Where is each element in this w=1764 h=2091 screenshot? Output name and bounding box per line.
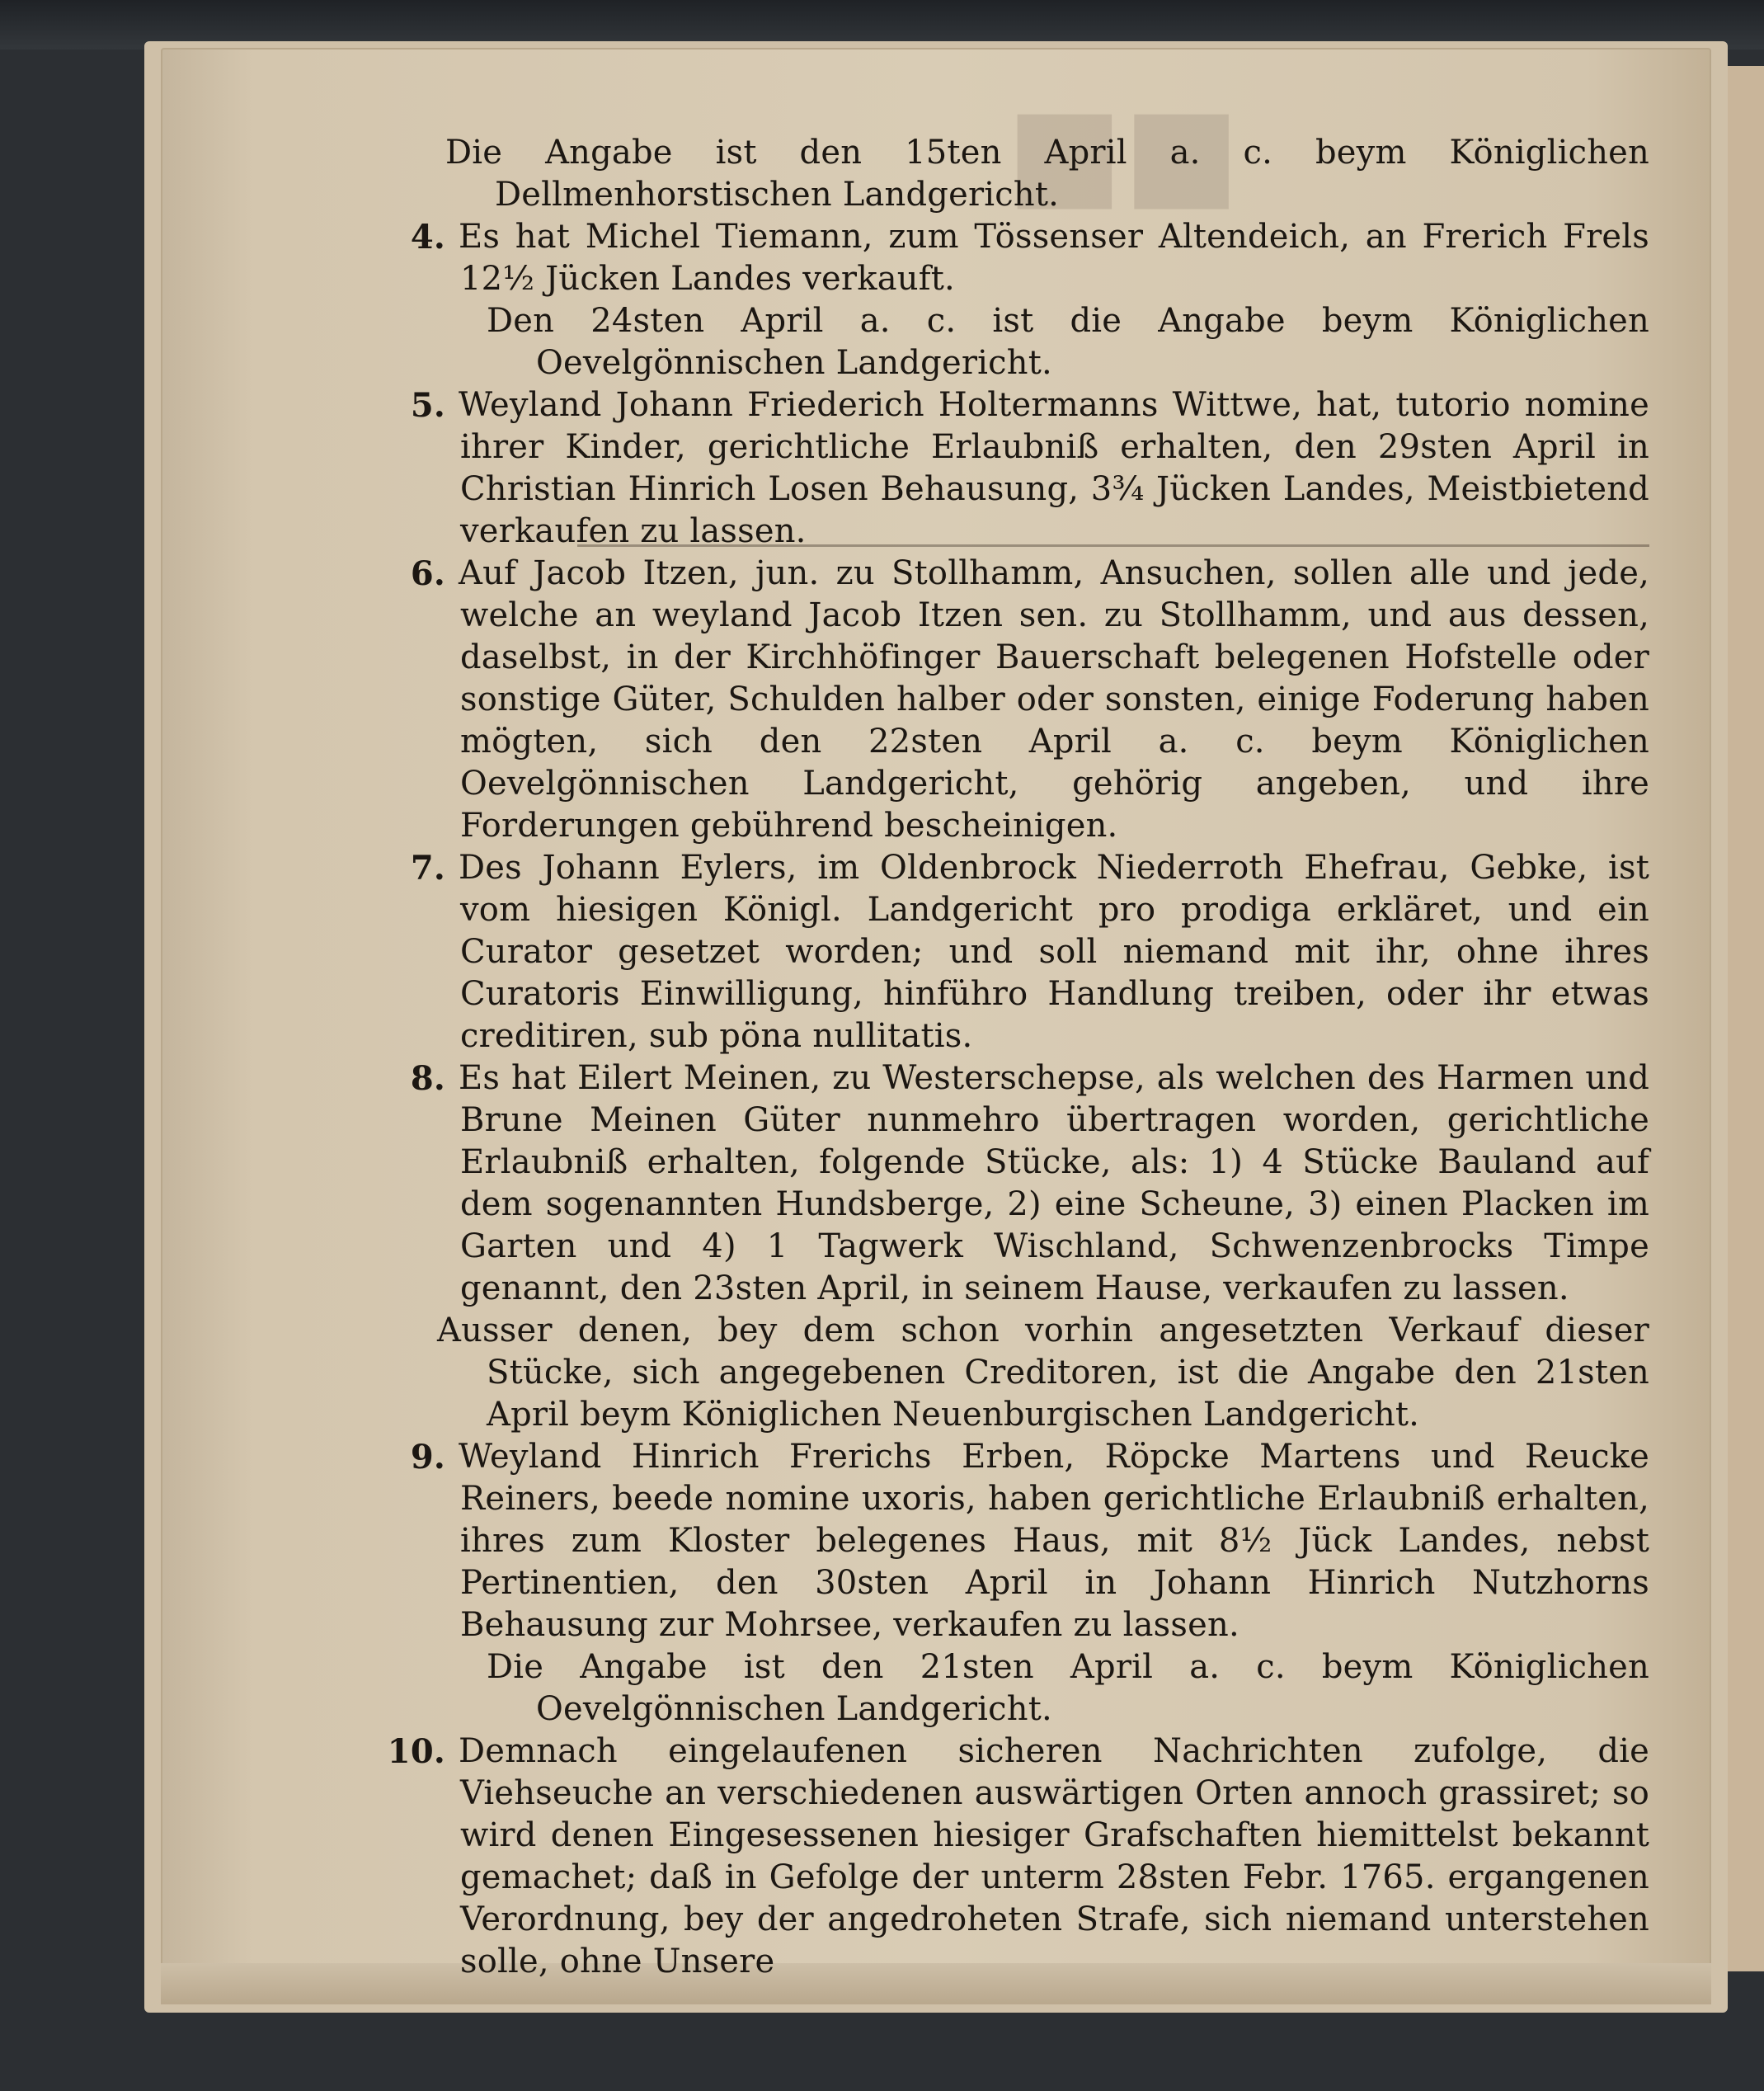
entry-6 xyxy=(410,553,1649,847)
entry-number: 9. xyxy=(410,1438,445,1476)
entry-text: Es hat Eilert Meinen, zu Westerschepse, als welchen des Harmen und Brune Meinen Güter nunmehro übertragen worden, gerichtliche Erlaubniß erhalten, folgende Stücke, als: 1) 4 Stücke Bauland auf dem sogenannten Hundsberge, 2) eine Scheune, 3) einen Placken im Garten und 4) 1 Tagwerk Wischland, Schwenzenbrocks Timpe genannt, den 23sten April, in seinem Hause, verkaufen zu lassen. xyxy=(459,1059,1649,1307)
entry-text: Weyland Hinrich Frerichs Erben, Röpcke Martens und Reucke Reiners, beede nomine uxoris, haben gerichtliche Erlaubniß erhalten, ihres zum Kloster belegenes Haus, mit 8½ Jück Landes, nebst Pertinentien, den 30sten April in Johann Hinrich Nutzhorns Behausung zur Mohrsee, verkaufen zu lassen. xyxy=(459,1438,1649,1644)
entry-5 xyxy=(410,384,1649,553)
entry-text: Weyland Johann Friederich Holtermanns Wittwe, hat, tutorio nomine ihrer Kinder, gerichtliche Erlaubniß erhalten, den 29sten April in Christian Hinrich Losen Behausung, 3¾ Jücken Landes, Meistbietend verkaufen zu lassen. xyxy=(459,386,1649,550)
entry-text: Es hat Michel Tiemann, zum Tössenser Altendeich, an Frerich Frels 12½ Jücken Landes verkauft. xyxy=(459,218,1649,298)
entry-4 xyxy=(410,216,1649,300)
entry-number: 4. xyxy=(410,218,445,257)
entry-number: 8. xyxy=(410,1059,445,1098)
entry-7 xyxy=(410,847,1649,1057)
facing-page-edge xyxy=(1724,66,1764,1971)
entry-10 xyxy=(387,1731,1649,1983)
document-text xyxy=(387,132,1649,1983)
entry-number: 6. xyxy=(410,554,445,593)
intro-note: Die Angabe ist den 15ten April a. c. beym Königlichen Dellmenhorstischen Landgericht. xyxy=(445,134,1649,214)
entry-note: Die Angabe ist den 21sten April a. c. beym Königlichen Oevelgönnischen Landgericht. xyxy=(487,1648,1649,1728)
show-through-decoration: ■■ xyxy=(1006,78,1240,224)
entry-number: 5. xyxy=(410,386,445,425)
entry-text: Auf Jacob Itzen, jun. zu Stollhamm, Ansuchen, sollen alle und jede, welche an weyland Jacob Itzen sen. zu Stollhamm, und aus dessen, daselbst, in der Kirchhöfinger Bauerschaft belegenen Hofstelle oder sonstige Güter, Schulden halber oder sonsten, einige Foderung haben mögten, sich den 22sten April a. c. beym Königlichen Oevelgönnischen Landgericht, gehörig angeben, und ihre Forderungen gebührend bescheinigen. xyxy=(459,554,1649,845)
entry-number: 7. xyxy=(410,849,445,888)
entry-text: Des Johann Eylers, im Oldenbrock Niederroth Ehefrau, Gebke, ist vom hiesigen Königl. Landgericht pro prodiga erkläret, und ein Curator gesetzet worden; und soll niemand mit ihr, ohne ihres Curatoris Einwilligung, hinführo Handlung treiben, oder ihr etwas creditiren, sub pöna nullitatis. xyxy=(459,849,1649,1055)
entry-text: Demnach eingelaufenen sicheren Nachrichten zufolge, die Viehseuche an verschiedenen auswärtigen Orten annoch grassiret; so wird denen Eingesessenen hiesiger Grafschaften hiemittelst bekannt gemachet; daß in Gefolge der unterm 28sten Febr. 1765. ergangenen Verordnung, bey der angedroheten Strafe, sich niemand unterstehen solle, ohne Unsere xyxy=(459,1732,1649,1980)
entry-note: Ausser denen, bey dem schon vorhin angesetzten Verkauf dieser Stücke, sich angegebenen Creditoren, ist die Angabe den 21sten April beym Königlichen Neuenburgischen Landgericht. xyxy=(437,1312,1649,1434)
entry-9 xyxy=(410,1436,1649,1646)
entry-number: 10. xyxy=(387,1732,445,1771)
entry-note: Den 24sten April a. c. ist die Angabe beym Königlichen Oevelgönnischen Landgericht. xyxy=(487,302,1649,382)
entry-8 xyxy=(410,1057,1649,1310)
